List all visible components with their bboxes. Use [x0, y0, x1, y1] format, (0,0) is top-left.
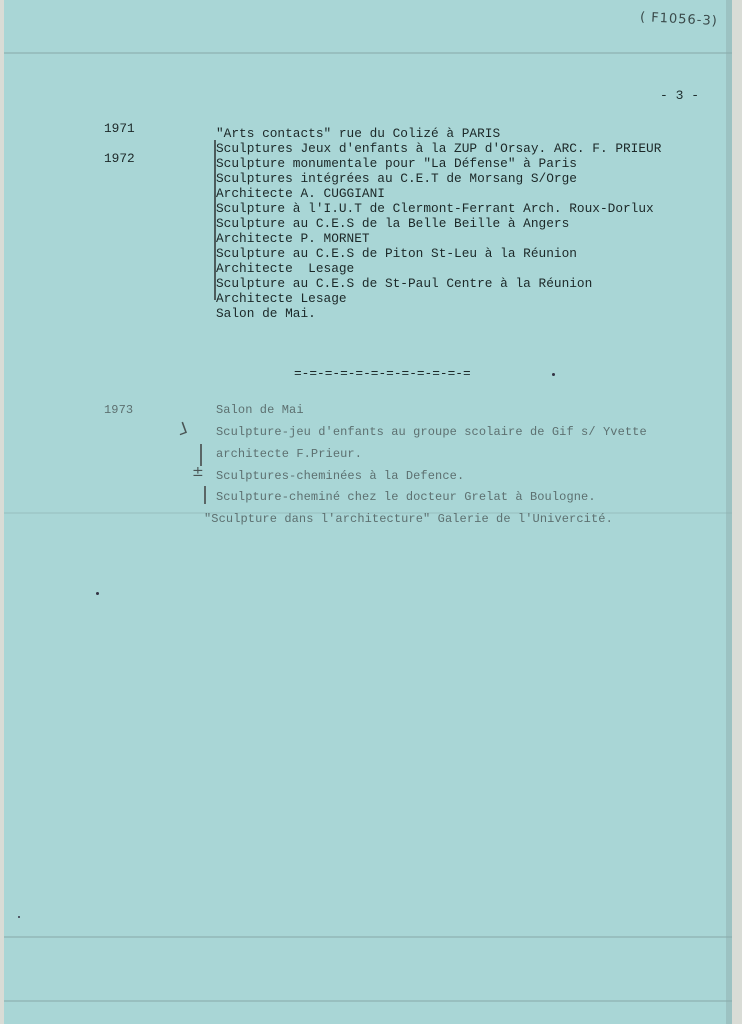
entry-line: Architecte Lesage — [216, 291, 347, 306]
entry-line: Sculpture monumentale pour "La Défense" à Paris — [216, 156, 577, 171]
entry-line: Sculpture-cheminé chez le docteur Grelat à Boulogne. — [216, 490, 596, 504]
entry-line: Sculpture à l'I.U.T de Clermont-Ferrant Arch. Roux-Dorlux — [216, 201, 654, 216]
speck — [18, 916, 20, 918]
speck — [552, 373, 555, 376]
entry-line: Salon de Mai. — [216, 306, 316, 321]
pen-stroke — [200, 444, 202, 466]
entry-line: Sculpture au C.E.S de la Belle Beille à Angers — [216, 216, 570, 231]
entry-line: architecte F.Prieur. — [216, 447, 363, 461]
entry-line: Salon de Mai — [216, 403, 304, 417]
handwritten-reference: ( F1056-3) — [639, 9, 719, 30]
year-label: 1973 — [104, 403, 134, 417]
entry-line: Sculptures-cheminées à la Defence. — [216, 469, 465, 483]
entry-line: "Sculpture dans l'architecture" Galerie de l'Univercité. — [204, 512, 613, 526]
bottom-fold-line — [4, 1000, 732, 1002]
speck — [96, 592, 99, 595]
entry-line: Sculptures intégrées au C.E.T de Morsang S/Orge — [216, 171, 577, 186]
entry-line: Architecte Lesage — [216, 261, 355, 276]
page-edge — [726, 0, 732, 1024]
entry-line: "Arts contacts" rue du Colizé à PARIS — [216, 126, 501, 141]
document-page — [4, 0, 732, 1024]
entry-line: Sculptures Jeux d'enfants à la ZUP d'Orsay. ARC. F. PRIEUR — [216, 141, 662, 156]
entry-line: Architecte A. CUGGIANI — [216, 186, 385, 201]
lower-fold-line — [4, 936, 732, 938]
year-label: 1971 — [104, 121, 135, 136]
entry-line: Sculpture au C.E.S de Piton St-Leu à la Réunion — [216, 246, 577, 261]
top-fold-line — [4, 52, 732, 54]
entry-line: Sculpture au C.E.S de St-Paul Centre à la Réunion — [216, 276, 593, 291]
section-separator: =-=-=-=-=-=-=-=-=-=-=-= — [294, 366, 471, 381]
entry-line: Sculpture-jeu d'enfants au groupe scolaire de Gif s/ Yvette — [216, 425, 647, 439]
pen-stroke — [204, 486, 206, 504]
page-number: - 3 - — [660, 88, 700, 103]
year-label: 1972 — [104, 151, 135, 166]
check-mark-icon: ⅃ — [175, 418, 190, 439]
entry-line: Architecte P. MORNET — [216, 231, 370, 246]
check-mark-icon: ± — [192, 464, 204, 480]
